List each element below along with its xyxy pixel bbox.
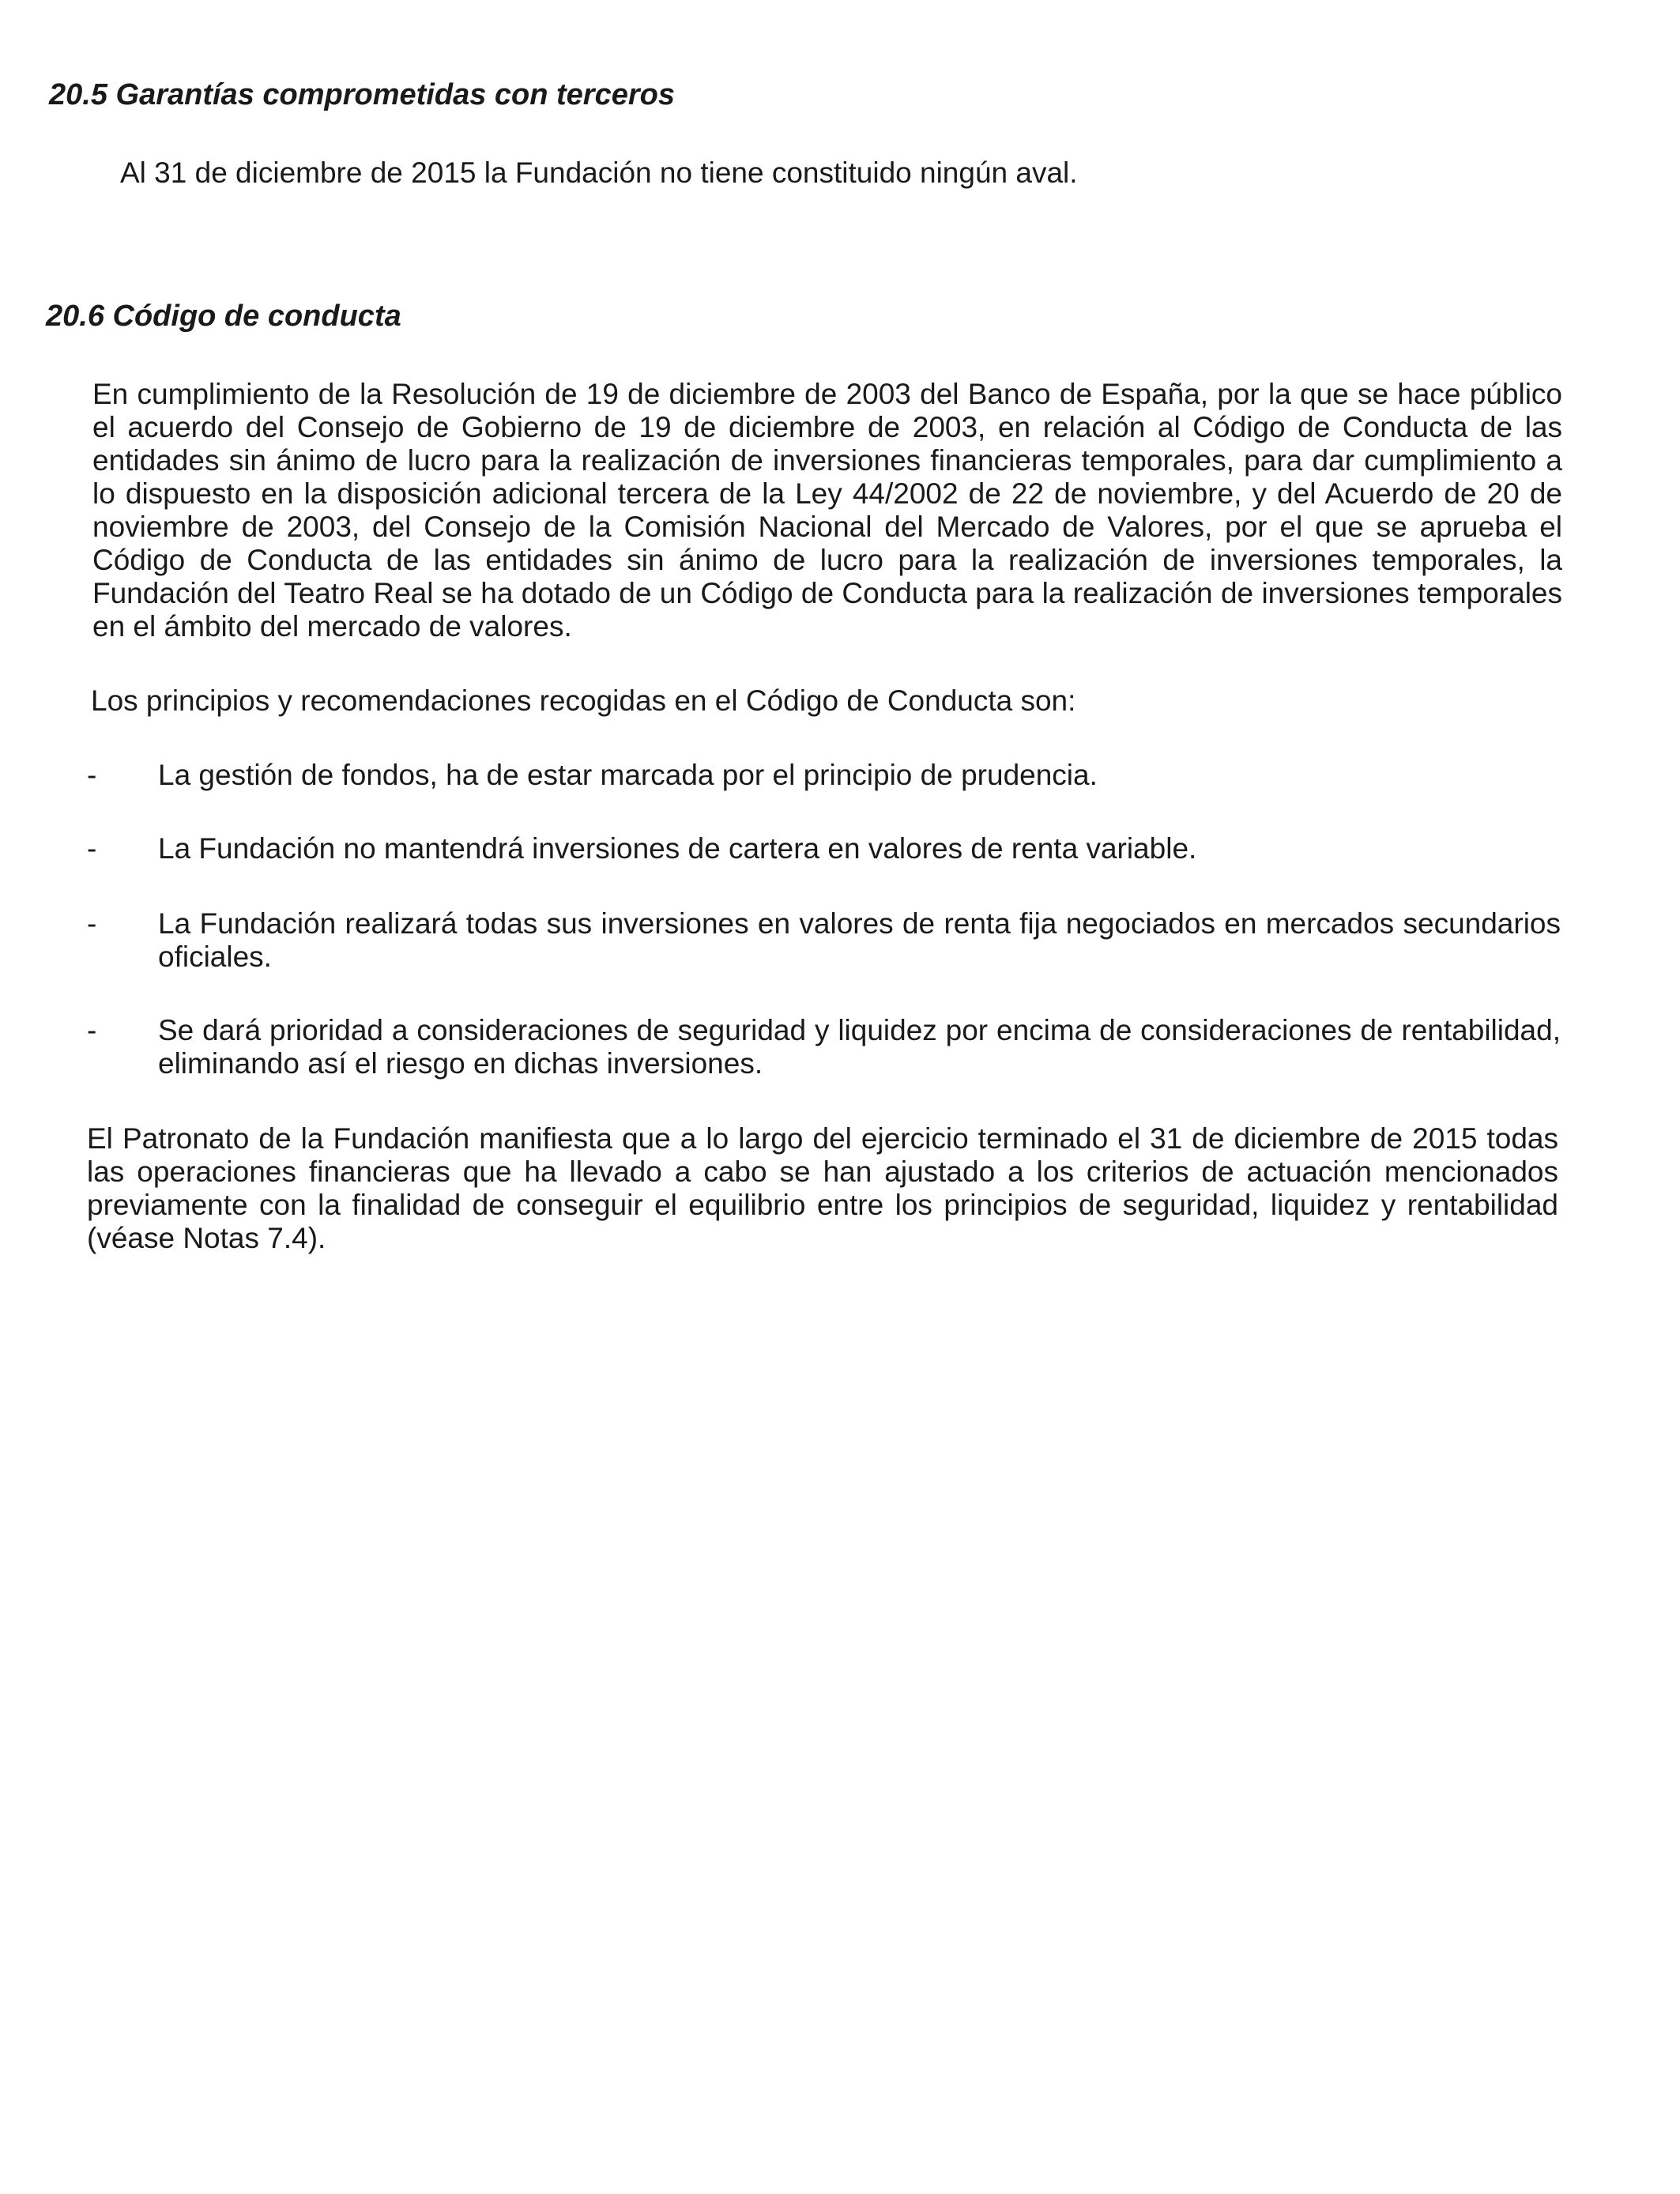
- list-item: [87, 1014, 1561, 1080]
- list-item: [87, 759, 1561, 792]
- bullet-marker: -: [87, 1014, 97, 1046]
- list-item-text: La Fundación realizará todas sus inversiones en valores de renta fija negociados en mercados secundarios oficiales.: [158, 907, 1561, 973]
- paragraph-principios-intro: Los principios y recomendaciones recogidas en el Código de Conducta son:: [91, 684, 1076, 717]
- section-heading-codigo-conducta: 20.6 Código de conducta: [46, 300, 401, 333]
- paragraph-patronato: El Patronato de la Fundación manifiesta que a lo largo del ejercicio terminado el 31 de diciembre de 2015 todas las operaciones financieras que ha llevado a cabo se han ajustado a los criterios de actuación mencionados previamente con la finalidad de conseguir el equilibrio entre los principios de seguridad, liquidez y rentabilidad (véase Notas 7.4).: [87, 1122, 1558, 1254]
- list-item-text: Se dará prioridad a consideraciones de seguridad y liquidez por encima de consideraciones de rentabilidad, eliminando así el riesgo en dichas inversiones.: [158, 1014, 1561, 1080]
- paragraph-cumplimiento: En cumplimiento de la Resolución de 19 de diciembre de 2003 del Banco de España, por la que se hace público el acuerdo del Consejo de Gobierno de 19 de diciembre de 2003, en relación al Código de Conducta de las entidades sin ánimo de lucro para la realización de inversiones financieras temporales, para dar cumplimiento a lo dispuesto en la disposición adicional tercera de la Ley 44/2002 de 22 de noviembre, y del Acuerdo de 20 de noviembre de 2003, del Consejo de la Comisión Nacional del Mercado de Valores, por el que se aprueba el Código de Conducta de las entidades sin ánimo de lucro para la realización de inversiones temporales, la Fundación del Teatro Real se ha dotado de un Código de Conducta para la realización de inversiones temporales en el ámbito del mercado de valores.: [92, 378, 1562, 643]
- section-heading-garantias: 20.5 Garantías comprometidas con terceros: [49, 78, 675, 111]
- list-item: [87, 832, 1561, 865]
- bullet-marker: -: [87, 907, 97, 940]
- bullet-marker: -: [87, 832, 97, 865]
- paragraph-aval: Al 31 de diciembre de 2015 la Fundación no tiene constituido ningún aval.: [120, 156, 1078, 189]
- list-item-text: La gestión de fondos, ha de estar marcada por el principio de prudencia.: [158, 759, 1098, 791]
- list-item: [87, 907, 1561, 974]
- list-item-text: La Fundación no mantendrá inversiones de cartera en valores de renta variable.: [158, 832, 1197, 865]
- bullet-marker: -: [87, 759, 97, 791]
